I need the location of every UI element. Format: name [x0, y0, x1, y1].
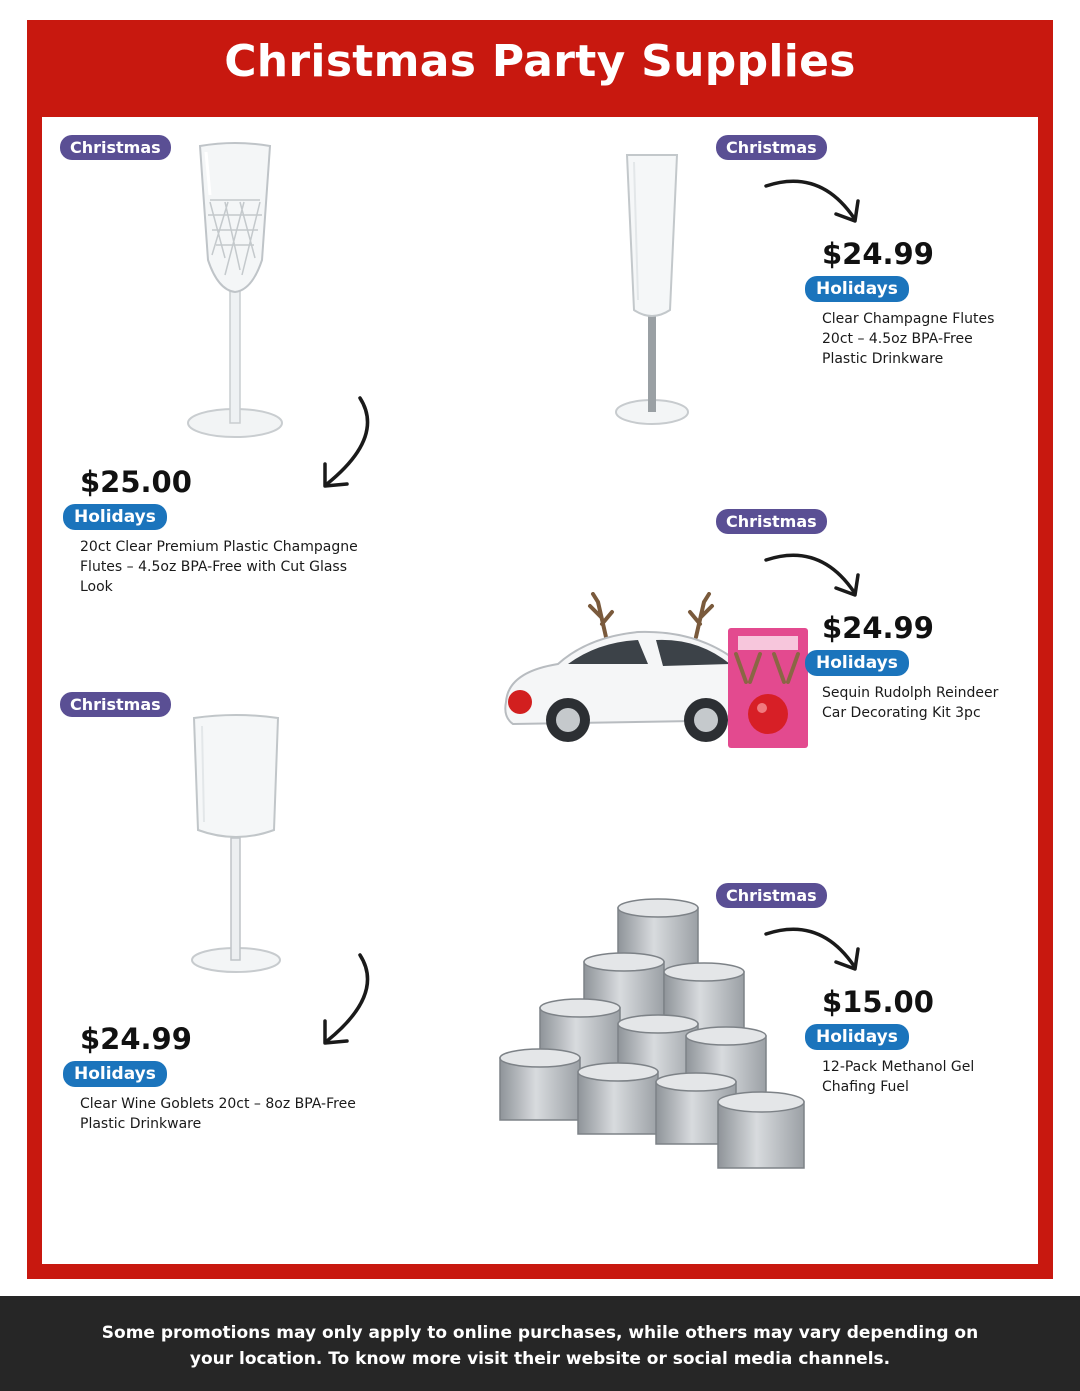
product-description: Sequin Rudolph Reindeer Car Decorating Kit 3pc	[822, 685, 999, 721]
product-price: $24.99	[822, 611, 934, 645]
cut-glass-champagne-flute-icon	[180, 140, 290, 445]
product-price: $15.00	[822, 985, 934, 1019]
category-tag[interactable]: Christmas	[60, 135, 171, 160]
champagne-flute-icon	[612, 150, 692, 430]
curved-arrow-icon	[760, 918, 865, 978]
curved-arrow-icon	[315, 949, 385, 1049]
holidays-tag[interactable]: Holidays	[63, 504, 167, 530]
product-description: Clear Wine Goblets 20ct – 8oz BPA-Free Plastic Drinkware	[80, 1096, 356, 1132]
product-price: $24.99	[80, 1022, 192, 1056]
page-title: Christmas Party Supplies	[224, 36, 856, 87]
curved-arrow-icon	[760, 544, 865, 604]
reindeer-car-kit-icon	[498, 592, 810, 750]
holidays-tag[interactable]: Holidays	[805, 650, 909, 676]
product-description: 20ct Clear Premium Plastic Champagne Flutes – 4.5oz BPA-Free with Cut Glass Look	[80, 539, 358, 595]
holidays-tag[interactable]: Holidays	[805, 1024, 909, 1050]
curved-arrow-icon	[760, 170, 865, 230]
holidays-tag[interactable]: Holidays	[805, 276, 909, 302]
category-tag[interactable]: Christmas	[716, 135, 827, 160]
product-description: 12-Pack Methanol Gel Chafing Fuel	[822, 1059, 975, 1095]
product-price: $25.00	[80, 465, 192, 499]
category-tag[interactable]: Christmas	[716, 883, 827, 908]
holidays-tag[interactable]: Holidays	[63, 1061, 167, 1087]
wine-goblet-icon	[186, 712, 286, 977]
footer-disclaimer: Some promotions may only apply to online purchases, while others may vary depending on your location. To know more visit their website or social media channels.	[101, 1323, 979, 1369]
product-price: $24.99	[822, 237, 934, 271]
curved-arrow-icon	[315, 392, 385, 492]
category-tag[interactable]: Christmas	[716, 509, 827, 534]
category-tag[interactable]: Christmas	[60, 692, 171, 717]
product-description: Clear Champagne Flutes 20ct – 4.5oz BPA-Free Plastic Drinkware	[822, 311, 995, 367]
